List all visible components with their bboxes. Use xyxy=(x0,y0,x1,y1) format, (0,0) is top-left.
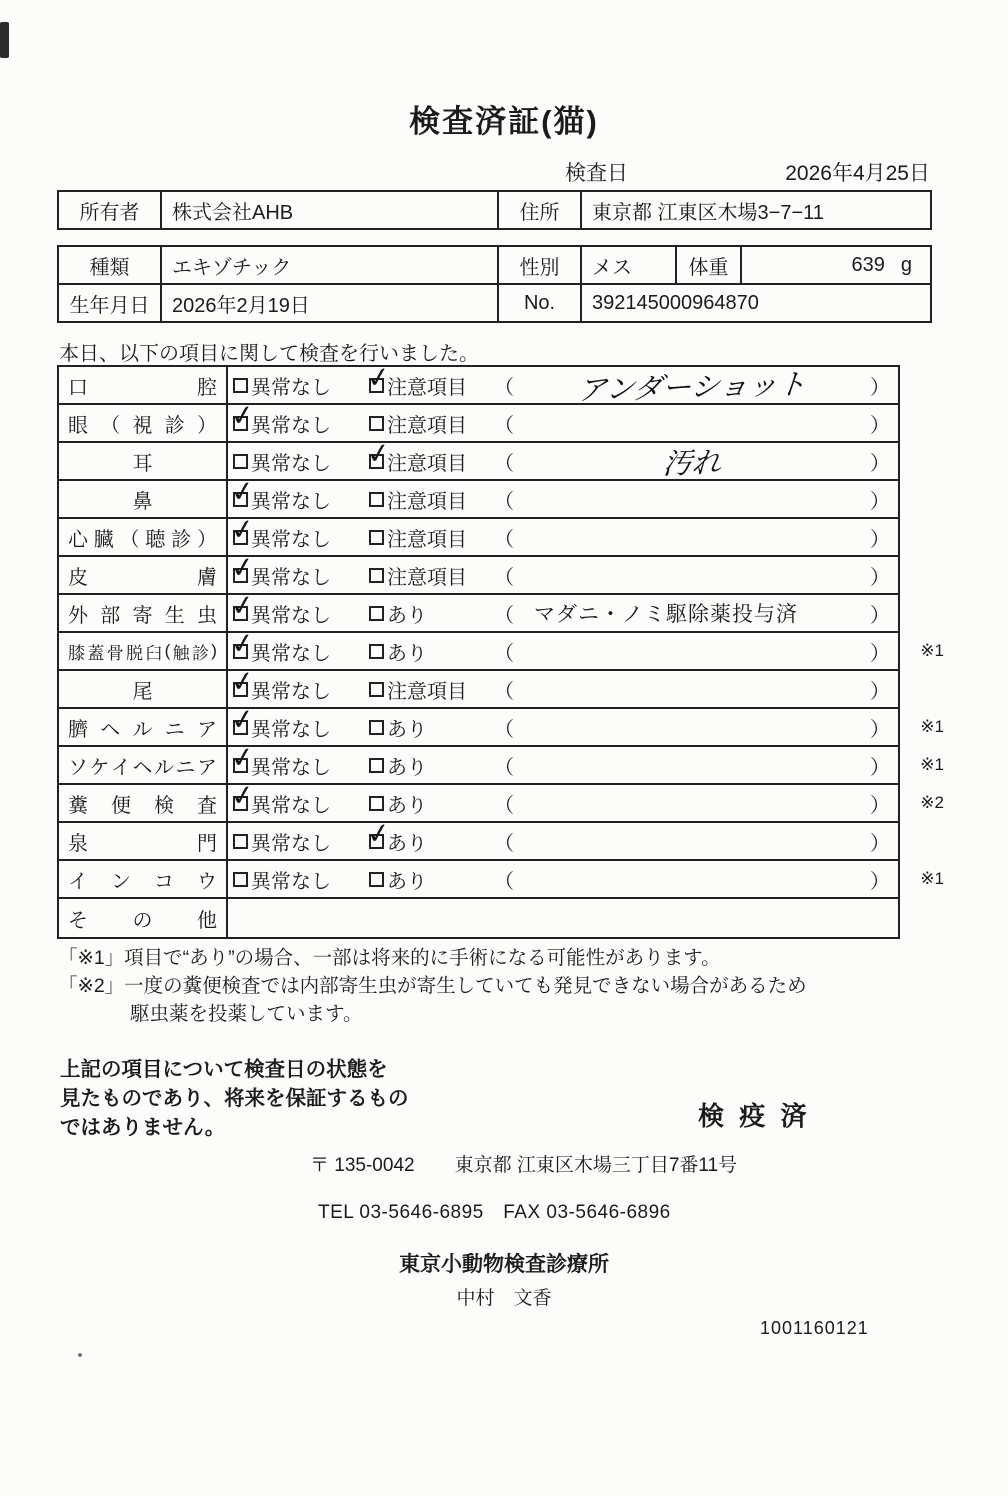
disclaimer-line-1: 上記の項目について検査日の状態を xyxy=(60,1058,388,1081)
address-label: 住所 xyxy=(498,191,581,229)
no-abnormality-label: 異常なし xyxy=(251,490,331,513)
item-name xyxy=(59,633,228,669)
caution-item-option xyxy=(365,481,490,517)
paren-cell xyxy=(490,595,898,631)
paren-cell xyxy=(490,747,898,783)
item-name-char: ヘ xyxy=(100,718,121,741)
item-name-char: 眼 xyxy=(68,414,88,437)
item-name xyxy=(59,823,228,859)
paren-cell xyxy=(490,557,898,593)
paren-close: ） xyxy=(870,528,890,551)
no-abnormality-checkbox xyxy=(228,398,257,432)
scan-artifact xyxy=(78,1353,82,1357)
item-name xyxy=(59,861,228,897)
table-row xyxy=(59,740,944,785)
paren-open: （ xyxy=(494,794,514,817)
item-name-char: イ xyxy=(68,870,88,893)
paren-close: ） xyxy=(870,680,890,703)
paren-close: ） xyxy=(870,414,890,437)
item-name-char: 聴 xyxy=(145,528,166,551)
present-option xyxy=(365,747,490,783)
item-name xyxy=(59,899,228,937)
no-abnormality-label: 異常なし xyxy=(251,604,331,627)
sex-value: メス xyxy=(581,246,676,284)
paren-close: ） xyxy=(870,642,890,665)
present-label: あり xyxy=(387,718,427,741)
table-row xyxy=(59,474,898,519)
present-checkbox xyxy=(369,872,384,887)
type-value: エキゾチック xyxy=(161,246,498,284)
item-name-char: 診 xyxy=(171,528,192,551)
present-option xyxy=(365,633,490,669)
item-name-char: 門 xyxy=(197,832,217,855)
sex-label: 性別 xyxy=(498,246,581,284)
item-name-char: ア xyxy=(197,756,217,779)
present-option xyxy=(365,709,490,745)
item-name-char: ウ xyxy=(197,870,217,893)
no-abnormality-label: 異常なし xyxy=(251,452,331,475)
paren-open: （ xyxy=(494,832,514,855)
present-label: あり xyxy=(387,794,427,817)
item-name-char: ニ xyxy=(175,756,196,779)
item-name-char: 尾 xyxy=(132,680,153,703)
item-name-char: 他 xyxy=(197,909,217,932)
handwritten-checkmark: ✓ xyxy=(364,360,393,394)
table-row xyxy=(59,360,898,407)
item-name-char: 鼻 xyxy=(132,490,153,513)
no-abnormality-checkbox xyxy=(228,740,257,774)
item-name-char: ニ xyxy=(164,718,185,741)
caution-item-checkbox xyxy=(369,568,384,583)
footnote-marker: ※1 xyxy=(920,755,944,774)
item-name-char: ） xyxy=(197,414,217,437)
no-abnormality-checkbox xyxy=(228,550,257,584)
footnote-marker: ※1 xyxy=(920,869,944,888)
no-abnormality-option xyxy=(228,512,365,555)
present-checkbox xyxy=(369,606,384,621)
no-abnormality-label: 異常なし xyxy=(251,832,331,855)
item-name-char: 便 xyxy=(111,794,131,817)
item-name-char: ソ xyxy=(68,756,88,779)
paren-cell xyxy=(490,481,898,517)
no-abnormality-option xyxy=(228,702,365,745)
present-label: あり xyxy=(387,870,427,893)
caution-item-option xyxy=(365,671,490,707)
present-option xyxy=(364,816,490,859)
present-checkbox xyxy=(369,758,384,773)
handwritten-checkmark: ✓ xyxy=(228,588,257,622)
no-abnormality-label: 異常なし xyxy=(251,528,331,551)
paren-open: （ xyxy=(494,718,514,741)
present-label: あり xyxy=(387,604,427,627)
no-abnormality-checkbox xyxy=(233,454,248,469)
paren-open: （ xyxy=(494,528,514,551)
weight-number: 639 xyxy=(851,253,885,276)
no-abnormality-option xyxy=(228,861,365,897)
item-name xyxy=(59,595,228,631)
handwritten-checkmark: ✓ xyxy=(228,550,257,584)
owner-label: 所有者 xyxy=(58,191,161,229)
item-name-char: イ xyxy=(111,756,131,779)
caution-item-option xyxy=(364,360,490,403)
item-name-char: ア xyxy=(197,718,217,741)
no-abnormality-checkbox xyxy=(233,378,248,393)
present-label: あり xyxy=(387,642,427,665)
item-name-char: 脱 xyxy=(125,643,143,663)
item-name-char: ) xyxy=(211,641,217,660)
footnote-2-continued: 駆虫薬を投薬しています。 xyxy=(130,1003,363,1025)
no-abnormality-checkbox xyxy=(228,702,257,736)
address-value: 東京都 江東区木場3−7−11 xyxy=(581,191,931,229)
item-name-char: 診 xyxy=(164,414,185,437)
caution-item-label: 注意項目 xyxy=(387,528,467,551)
item-name-char: ル xyxy=(154,756,174,779)
item-name-char: ） xyxy=(196,528,217,551)
item-name-char: 視 xyxy=(132,414,153,437)
paren-open: （ xyxy=(494,642,514,665)
paren-open: （ xyxy=(494,680,514,703)
table-row xyxy=(59,778,944,823)
item-name xyxy=(59,557,228,593)
present-label: あり xyxy=(387,832,427,855)
caution-item-option xyxy=(365,519,490,555)
table-row xyxy=(59,512,898,557)
item-name-char: 骨 xyxy=(106,643,124,663)
item-name-char: 糞 xyxy=(68,794,88,817)
quarantine-stamp: 検 疫 済 xyxy=(698,1101,811,1131)
item-name-char: 外 xyxy=(68,604,88,627)
tel-fax: TEL 03-5646-6895 FAX 03-5646-6896 xyxy=(318,1202,671,1223)
table-row xyxy=(59,550,898,595)
paren-open: （ xyxy=(494,756,514,779)
no-abnormality-label: 異常なし xyxy=(251,870,331,893)
printed-note: マダニ・ノミ駆除薬投与済 xyxy=(534,603,798,626)
item-name-char: 耳 xyxy=(132,452,153,475)
item-name xyxy=(59,519,228,555)
no-abnormality-checkbox xyxy=(233,872,248,887)
no-abnormality-option xyxy=(228,550,365,593)
caution-item-label: 注意項目 xyxy=(387,566,467,589)
item-name-char: （ xyxy=(119,528,140,551)
no-abnormality-label: 異常なし xyxy=(251,414,331,437)
no-abnormality-option xyxy=(228,626,365,669)
item-name-char: （ xyxy=(100,414,121,437)
paren-open: （ xyxy=(494,452,514,475)
caution-item-label: 注意項目 xyxy=(387,376,467,399)
item-name-char: の xyxy=(132,909,153,932)
paren-open: （ xyxy=(494,414,514,437)
item-name-char: そ xyxy=(68,909,88,932)
disclaimer xyxy=(60,1055,409,1142)
paren-open: （ xyxy=(494,566,514,589)
paren-cell xyxy=(490,633,898,669)
item-name-char: 臓 xyxy=(93,528,114,551)
handwritten-checkmark: ✓ xyxy=(228,664,257,698)
details-table xyxy=(57,245,932,323)
footnote-marker: ※1 xyxy=(920,717,944,736)
present-option xyxy=(365,861,490,897)
item-name-char: ヘ xyxy=(132,756,153,779)
present-checkbox xyxy=(369,720,384,735)
no-abnormality-option xyxy=(228,664,365,707)
present-checkbox xyxy=(364,816,393,850)
inspection-date-row xyxy=(565,157,930,187)
item-name-char: ル xyxy=(132,718,153,741)
serial-number: 1001160121 xyxy=(760,1318,869,1338)
caution-item-checkbox xyxy=(369,416,384,431)
disclaimer-line-2: 見たものであり、将来を保証するもの xyxy=(60,1087,409,1110)
no-abnormality-label: 異常なし xyxy=(251,642,331,665)
no-abnormality-option xyxy=(228,740,365,783)
no-abnormality-label: 異常なし xyxy=(251,376,331,399)
table-row xyxy=(59,861,944,899)
no-abnormality-label: 異常なし xyxy=(251,756,331,779)
present-option xyxy=(365,785,490,821)
paren-close: ） xyxy=(870,870,890,893)
no-abnormality-checkbox xyxy=(228,626,257,660)
caution-item-option xyxy=(365,557,490,593)
type-label: 種類 xyxy=(58,246,161,284)
paren-cell xyxy=(490,671,898,707)
item-name-char: 触 xyxy=(172,643,190,663)
item-name xyxy=(59,405,228,441)
table-row xyxy=(59,588,898,633)
table-row xyxy=(59,816,898,861)
item-name-char: 臼 xyxy=(145,643,163,663)
no-abnormality-checkbox xyxy=(228,778,257,812)
clinic-postal-row xyxy=(310,1150,737,1177)
footnote-1: 「※1」項目で“あり”の場合、一部は将来的に手術になる可能性があります。 xyxy=(58,947,721,969)
paren-cell xyxy=(490,367,898,407)
item-name xyxy=(59,367,228,403)
paren-cell xyxy=(490,519,898,555)
present-option xyxy=(365,595,490,631)
item-name-char: 査 xyxy=(197,794,217,817)
item-name-char: 寄 xyxy=(132,604,153,627)
footnote-marker: ※2 xyxy=(920,793,944,812)
item-name-char: 膚 xyxy=(197,566,217,589)
handwritten-note: 汚れ xyxy=(661,446,723,481)
paren-close: ） xyxy=(870,604,890,627)
paren-close: ） xyxy=(870,794,890,817)
caution-item-checkbox xyxy=(369,530,384,545)
no-abnormality-checkbox xyxy=(228,512,257,546)
no-label: No. xyxy=(498,284,581,322)
no-abnormality-label: 異常なし xyxy=(251,718,331,741)
present-checkbox xyxy=(369,796,384,811)
footnote-2: 「※2」一度の糞便検査では内部寄生虫が寄生していても発見できない場合があるため xyxy=(58,975,807,997)
item-name xyxy=(59,709,228,745)
paren-close: ） xyxy=(870,452,890,475)
intro-text: 本日、以下の項目に関して検査を行いました。 xyxy=(59,343,479,365)
item-name-char: 泉 xyxy=(68,832,88,855)
no-abnormality-checkbox xyxy=(228,664,257,698)
inspection-date-label: 検査日 xyxy=(565,162,628,185)
inspection-table xyxy=(57,360,944,939)
no-value: 392145000964870 xyxy=(581,284,931,322)
clinic-name: 東京小動物検査診療所 xyxy=(399,1253,609,1276)
paren-cell xyxy=(490,785,898,821)
paren-open: （ xyxy=(494,870,514,893)
empty-cell xyxy=(228,899,898,937)
item-name-char: 膝 xyxy=(68,643,85,663)
no-abnormality-checkbox xyxy=(228,588,257,622)
footnote-marker: ※1 xyxy=(920,641,944,660)
document-title: 検査済証(猫) xyxy=(409,104,599,139)
table-row xyxy=(59,899,898,937)
item-name xyxy=(59,481,228,517)
handwritten-checkmark: ✓ xyxy=(364,816,393,850)
paren-cell xyxy=(490,709,898,745)
handwritten-checkmark: ✓ xyxy=(228,626,257,660)
table-row xyxy=(59,626,944,671)
handwritten-note: アンダーショット xyxy=(576,368,808,407)
handwritten-checkmark: ✓ xyxy=(228,702,257,736)
item-name-char: ケ xyxy=(89,756,110,779)
handwritten-checkmark: ✓ xyxy=(228,512,257,546)
present-label: あり xyxy=(387,756,427,779)
table-row xyxy=(59,664,898,709)
paren-close: ） xyxy=(870,490,890,513)
item-name-char: 蓋 xyxy=(87,643,105,663)
postal-code: 〒 135-0042 xyxy=(310,1155,415,1176)
caution-item-option xyxy=(364,436,490,479)
caution-item-label: 注意項目 xyxy=(387,680,467,703)
no-abnormality-label: 異常なし xyxy=(251,566,331,589)
no-abnormality-label: 異常なし xyxy=(251,794,331,817)
caution-item-label: 注意項目 xyxy=(387,490,467,513)
paren-open: （ xyxy=(494,604,514,627)
item-name xyxy=(59,747,228,783)
caution-item-label: 注意項目 xyxy=(387,452,467,475)
caution-item-checkbox xyxy=(369,682,384,697)
item-name-char: 臍 xyxy=(68,718,88,741)
paren-open: （ xyxy=(494,490,514,513)
weight-label: 体重 xyxy=(676,246,741,284)
no-abnormality-option xyxy=(228,443,365,479)
paren-cell xyxy=(490,443,898,479)
item-name-char: 部 xyxy=(100,604,121,627)
footnotes xyxy=(58,944,807,1028)
item-name-char: コ xyxy=(154,870,174,893)
paren-close: ） xyxy=(870,756,890,779)
no-abnormality-label: 異常なし xyxy=(251,680,331,703)
item-name-char: 生 xyxy=(164,604,185,627)
weight-unit: g xyxy=(900,253,912,276)
paren-open: （ xyxy=(494,376,514,399)
handwritten-checkmark: ✓ xyxy=(364,436,393,470)
paren-close: ） xyxy=(870,376,890,399)
item-name-char: 検 xyxy=(154,794,174,817)
paren-close: ） xyxy=(870,832,890,855)
owner-value: 株式会社AHB xyxy=(161,191,498,229)
disclaimer-line-3: ではありません。 xyxy=(60,1116,226,1139)
table-row xyxy=(59,436,898,481)
caution-item-checkbox xyxy=(364,436,393,470)
table-row xyxy=(59,702,944,747)
paren-cell xyxy=(490,405,898,441)
no-abnormality-option xyxy=(228,367,365,403)
handwritten-checkmark: ✓ xyxy=(228,740,257,774)
no-abnormality-option xyxy=(228,588,365,631)
item-name xyxy=(59,443,228,479)
caution-item-checkbox xyxy=(364,360,393,394)
item-name-char: 皮 xyxy=(68,566,88,589)
present-checkbox xyxy=(369,644,384,659)
caution-item-label: 注意項目 xyxy=(387,414,467,437)
item-name xyxy=(59,671,228,707)
no-abnormality-option xyxy=(228,398,365,441)
paren-cell xyxy=(490,861,898,897)
no-abnormality-option xyxy=(228,778,365,821)
item-name-char: 虫 xyxy=(197,604,217,627)
examiner-name: 中村 文香 xyxy=(456,1288,552,1309)
item-name-char: 口 xyxy=(68,376,88,399)
caution-item-option xyxy=(365,405,490,441)
weight-cell xyxy=(741,246,931,284)
item-name-char: 診 xyxy=(191,643,209,663)
paren-close: ） xyxy=(870,718,890,741)
owner-table xyxy=(57,190,932,230)
birthdate-value: 2026年2月19日 xyxy=(161,284,498,322)
paren-cell xyxy=(490,823,898,859)
table-row xyxy=(59,398,898,443)
scan-artifact xyxy=(0,22,9,58)
no-abnormality-checkbox xyxy=(233,834,248,849)
inspection-date-value: 2026年4月25日 xyxy=(785,162,930,185)
item-name-char: 心 xyxy=(68,528,88,551)
caution-item-checkbox xyxy=(369,492,384,507)
handwritten-checkmark: ✓ xyxy=(228,474,257,508)
no-abnormality-option xyxy=(228,474,365,517)
handwritten-checkmark: ✓ xyxy=(228,398,257,432)
item-name-char: 腔 xyxy=(197,376,217,399)
paren-close: ） xyxy=(870,566,890,589)
birthdate-label: 生年月日 xyxy=(58,284,161,322)
handwritten-checkmark: ✓ xyxy=(228,778,257,812)
no-abnormality-option xyxy=(228,823,365,859)
no-abnormality-checkbox xyxy=(228,474,257,508)
clinic-address: 東京都 江東区木場三丁目7番11号 xyxy=(454,1155,738,1176)
item-name-char: ン xyxy=(111,870,131,893)
item-name xyxy=(59,785,228,821)
item-name-char: ( xyxy=(164,641,171,660)
